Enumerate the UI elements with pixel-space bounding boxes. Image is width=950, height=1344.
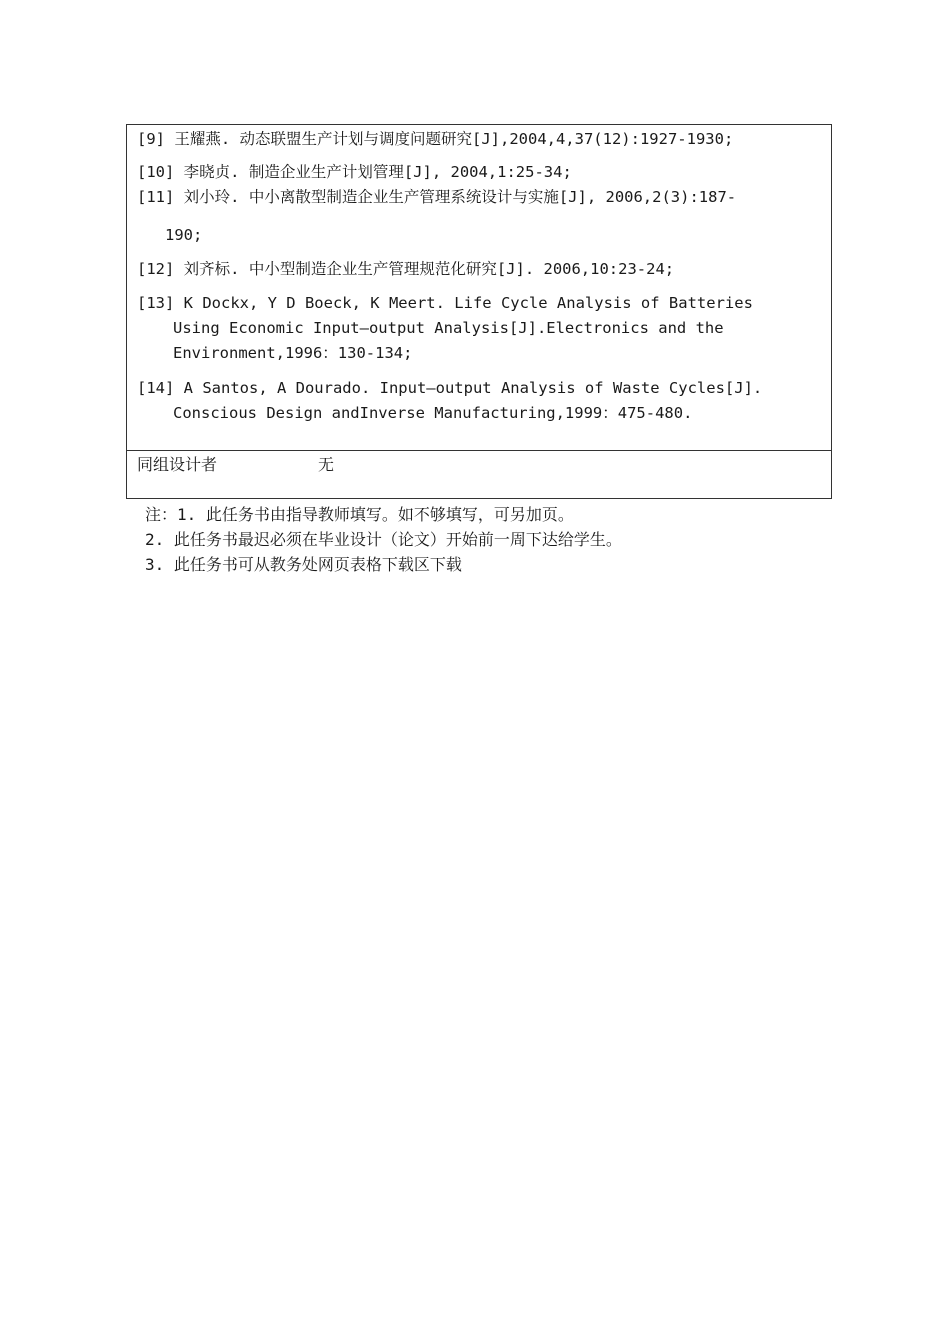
reference-line: Using Economic Input—output Analysis[J].Electronics and the	[173, 319, 724, 337]
reference-11-continued	[137, 223, 202, 248]
reference-line: [14] A Santos, A Dourado. Input—output Analysis of Waste Cycles[J].	[137, 379, 763, 397]
reference-11	[137, 185, 736, 210]
note-item: 注：1. 此任务书由指导教师填写。如不够填写，可另加页。	[145, 505, 574, 524]
table-divider	[127, 450, 831, 451]
reference-10	[137, 160, 572, 185]
group-designer-label: 同组设计者	[137, 455, 218, 474]
reference-12	[137, 257, 674, 282]
reference-line: [12] 刘齐标. 中小型制造企业生产管理规范化研究[J]. 2006,10:23-24;	[137, 260, 675, 278]
reference-14	[137, 376, 762, 426]
references-table	[126, 124, 832, 499]
reference-line: [13] K Dockx, Y D Boeck, K Meert. Life Cycle Analysis of Batteries	[137, 294, 753, 312]
note-item: 2. 此任务书最迟必须在毕业设计（论文）开始前一周下达给学生。	[145, 530, 622, 549]
note-item: 3. 此任务书可从教务处网页表格下载区下载	[145, 555, 462, 574]
reference-9	[137, 127, 733, 152]
reference-line: [10] 李晓贞. 制造企业生产计划管理[J], 2004,1:25-34;	[137, 163, 572, 181]
reference-line: [9] 王耀燕. 动态联盟生产计划与调度问题研究[J],2004,4,37(12):1927-1930;	[137, 130, 734, 148]
reference-line: Environment,1996：130-134;	[173, 344, 413, 362]
reference-13	[137, 291, 753, 366]
reference-line: [11] 刘小玲. 中小离散型制造企业生产管理系统设计与实施[J], 2006,2(3):187-	[137, 188, 737, 206]
reference-line: 190;	[165, 226, 203, 244]
reference-line: Conscious Design andInverse Manufacturing,1999：475-480.	[173, 404, 693, 422]
group-designer-value: 无	[318, 455, 335, 474]
notes	[145, 502, 622, 577]
